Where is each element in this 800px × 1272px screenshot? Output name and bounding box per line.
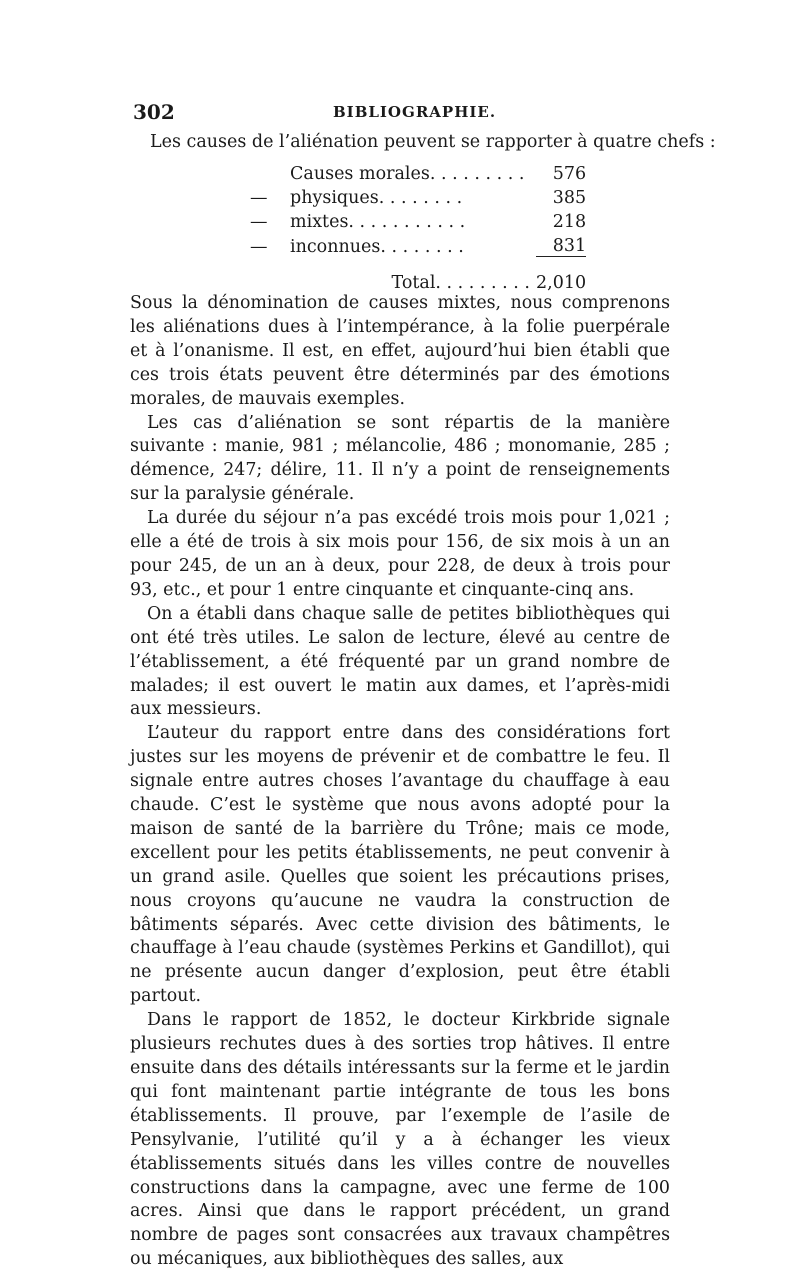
dash: —	[250, 236, 268, 257]
total-label: Total. . . . . . . . .	[391, 273, 530, 293]
total-value: 2,010	[536, 273, 587, 293]
cause-label: inconnues. . . . . . . .	[290, 236, 464, 257]
paragraph: L’auteur du rapport entre dans des considérations fort justes sur les moyens de prévenir et de combattre le feu. Il signale entre autres choses l’avantage du chauffage à eau chaude. C’est le système que nous avons adopté pour la maison de santé de la barrière du Trône; mais ce mode, excellent pour les petits établissements, ne peut convenir à un grand asile. Quelles que soient les précautions prises, nous croyons qu’aucune ne vaudra la construction de bâtiments séparés. Avec cette division des bâtiments, le chauffage à l’eau chaude (systèmes Perkins et Gandillot), qui ne présente aucun danger d’explosion, peut être établi partout.	[130, 723, 670, 1007]
paragraph: Les cas d’aliénation se sont répartis de la manière suivante : manie, 981 ; mélancolie, 486 ; monomanie, 285 ; démence, 247; délire, 11. Il n’y a point de renseignements sur la paralysie générale.	[130, 412, 670, 505]
page-header	[133, 100, 673, 128]
dash	[250, 160, 290, 184]
cause-label: mixtes. . . . . . . . . . .	[290, 212, 466, 232]
causes-row	[250, 160, 586, 184]
cause-value: 218	[552, 212, 587, 232]
total-row	[250, 257, 586, 294]
running-title: BIBLIOGRAPHIE.	[333, 103, 497, 121]
causes-row	[250, 232, 586, 257]
dash: —	[250, 188, 268, 208]
causes-row	[250, 208, 586, 232]
causes-table	[250, 160, 586, 293]
cause-value: 576	[552, 164, 587, 184]
dash: —	[250, 212, 268, 232]
cause-label: Causes morales. . . . . . . . .	[290, 164, 525, 184]
cause-value: 831	[536, 232, 586, 257]
paragraph: On a établi dans chaque salle de petites bibliothèques qui ont été très utiles. Le salon de lecture, élevé au centre de l’établissement, a été fréquenté par un grand nombre de malades; il est ouvert le matin aux dames, et l’après-midi aux messieurs.	[130, 603, 670, 720]
page-number: 302	[133, 100, 175, 124]
paragraph: Dans le rapport de 1852, le docteur Kirkbride signale plusieurs rechutes dues à des sorties trop hâtives. Il entre ensuite dans des détails intéressants sur la ferme et le jardin qui font maintenant partie intégrante de tous les bons établissements. Il prouve, par l’exemple de l’asile de Pensylvanie, l’utilité qu’il y a à échanger les vieux établissements situés dans les villes contre de nouvelles constructions dans la campagne, avec une ferme de 100 acres. Ainsi que dans le rapport précédent, un grand nombre de pages sont consacrées aux travaux champêtres ou mécaniques, aux bibliothèques des salles, aux	[130, 1010, 670, 1270]
paragraph: Sous la dénomination de causes mixtes, nous comprenons les aliénations dues à l’intempérance, à la folie puerpérale et à l’onanisme. Il est, en effet, aujourd’hui bien établi que ces trois états peuvent être déterminés par des émotions morales, de mauvais exemples.	[130, 293, 670, 409]
intro-sentence: Les causes de l’aliénation peuvent se rapporter à quatre chefs :	[150, 132, 716, 152]
body-text	[130, 292, 670, 1272]
paragraph: La durée du séjour n’a pas excédé trois mois pour 1,021 ; elle a été de trois à six mois pour 156, de six mois à un an pour 245, de un an à deux, pour 228, de deux à trois pour 93, etc., et pour 1 entre cinquante et cinquante-cinq ans.	[130, 508, 670, 600]
cause-label: physiques. . . . . . . .	[290, 188, 463, 208]
cause-value: 385	[552, 188, 587, 208]
causes-row	[250, 184, 586, 208]
